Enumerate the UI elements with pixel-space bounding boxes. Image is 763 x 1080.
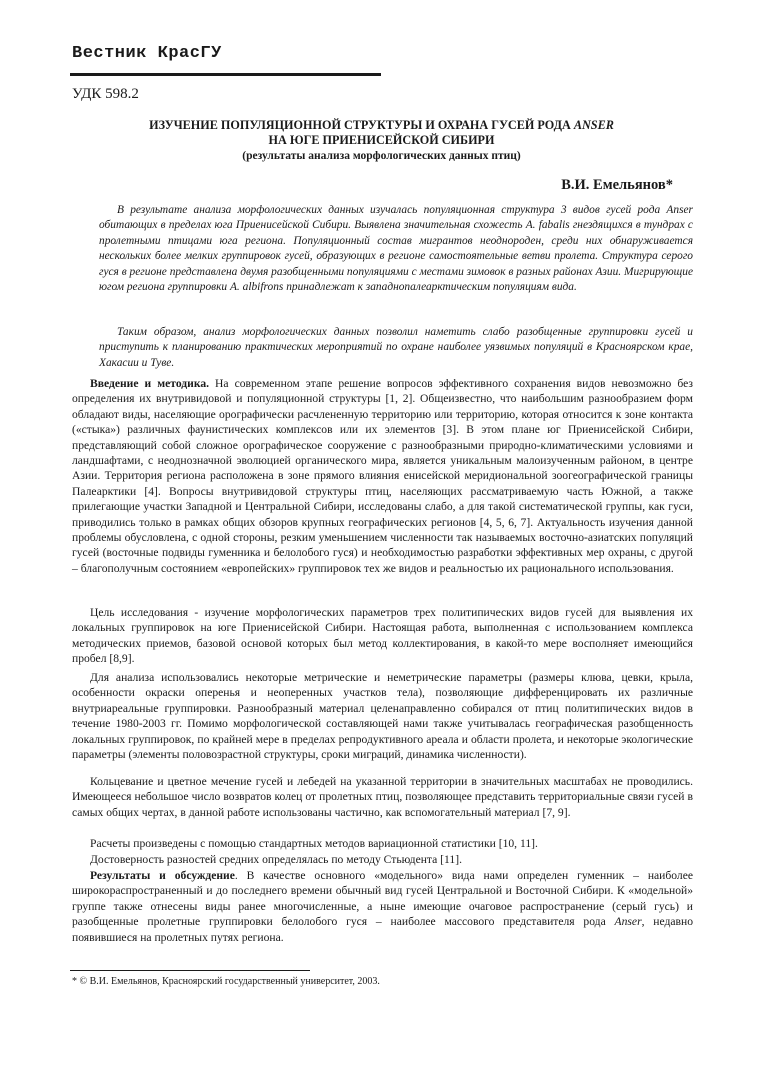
results-paragraph: Результаты и обсуждение. В качестве основного «модельного» вида нами определен гуменник – наиболее широкораспространенный и до последнего времени обычный вид гусей Центральной и Восточной Сибири. К «модельной» группе также отнесены виды ранее многочисленные, а ныне имеющие очаговое распространение (серый гусь) и разобщенные пролетные группировки белолобого гуся – наиболее массового представителя рода Anser, недавно появившиеся на пролетных путях региона. [72, 869, 694, 944]
copyright-footnote: * © В.И. Емельянов, Красноярский государственный университет, 2003. [72, 976, 380, 987]
abstract-paragraph-1: В результате анализа морфологических данных изучалась популяционная структура 3 видов гусей рода Anser обитающих в пределах юга Приенисейской Сибири. Выявлена значительная схожесть A. fabalis гнездящихся в тундрах с пролетными птицами юга региона. Популяционный состав мигрантов неоднороден, среди них обнаруживается нескольких более мелких группировок гусей, образующих в регионе самостоятельные ветви пролета. Структура серого гуся в регионе представлена двумя разобщенными популяциями с местами зимовок в разных районах Азии. Мигрирующие югом региона группировки A. albifrons принадлежат к западнопалеарктическим популяциям вида. [99, 204, 693, 294]
ringing-paragraph: Кольцевание и цветное мечение гусей и лебедей на указанной территории в значительных масштабах не проводились. Имеющееся небольшое число возвратов колец от пролетных птиц, позволяющее представить территориальные связи гусей в самых общих чертах, в данной работе использованы частично, как вспомогательный материал [7, 9]. [72, 775, 693, 819]
student-test-paragraph: Достоверность разностей средних определялась по методу Стьюдента [11]. [90, 853, 462, 866]
author-name: В.И. Емельянов* [561, 177, 673, 193]
introduction-paragraph: Введение и методика. На современном этапе решение вопросов эффективного сохранения видов невозможно без определения их внутривидовой и популяционной структуры [1, 2]. Общеизвестно, что наибольшим разнообразием форм обладают виды, населяющие орографически расчлененную территорию или территорию, которая относится к зоне контакта («стыка») различных фаунистических комплексов или их элементов [3]. В этом плане юг Приенисейской Сибири, представляющий собой сложное орографическое сооружение с разнообразными природно-климатическими условиями и ландшафтами, с неоднозначной эволюцией органического мира, является уникальным малоизученным районом, в центре Азии. Территория региона расположена в зоне прямого влияния енисейской меридиональной зоогеографической границы Палеарктики [4]. Вопросы внутривидовой структуры птиц, населяющих рассматриваемую часть Южной, а также прилегающие участки Западной и Центральной Сибири, исследованы слабо, а для такой систематической группы, как гуси, приводились только в рамках общих обзоров крупных географических регионов [4, 5, 6, 7]. Актуальность изучения данной проблемы обусловлена, с одной стороны, резким уменьшением численности так называемых восточно-азиатских популяций гусей (восточные подвиды гуменника и белолобого гуся) и необходимостью разработки эффективных мер охраны, с другой – благополучным состоянием «европейских» группировок тех же видов и реальностью их рационального использования. [72, 377, 693, 575]
udk-code: УДК 598.2 [72, 86, 139, 102]
article-title-line-2: НА ЮГЕ ПРИЕНИСЕЙСКОЙ СИБИРИ [268, 133, 495, 147]
journal-name: Вестник КрасГУ [72, 44, 222, 63]
goal-paragraph: Цель исследования - изучение морфологических параметров трех политипических видов гусей для выявления их локальных группировок на юге Приенисейской Сибири. Настоящая работа, выполненная с использованием комплекса методических приемов, базовой основой которых был метод коллектирования, в какой-то мере восполняет имеющийся пробел [8,9]. [72, 606, 693, 666]
article-subtitle: (результаты анализа морфологических данных птиц) [242, 150, 521, 162]
analysis-paragraph: Для анализа использовались некоторые метрические и неметрические параметры (размеры клюва, цевки, крыла, особенности окраски оперенья и неоперенных участков тела), позволяющие дифференцировать их различные внутриареальные группировки. Разнообразный материал целенаправленно собирался от птиц политипических видов в течение 1980-2003 гг. Помимо морфологической составляющей нами также учитывалась географическая разобщенность локальных группировок, по крайней мере в пределах репродуктивного ареала и области пролета, и некоторые экологические параметры (элементы половозрастной структуры, сроки миграций, динамика численности). [72, 671, 693, 762]
abstract-paragraph-2: Таким образом, анализ морфологических данных позволил наметить слабо разобщенные группировки гусей и приступить к планированию практических мероприятий по охране наиболее уязвимых популяций в Красноярском крае, Хакасии и Туве. [99, 326, 693, 369]
footnote-rule [70, 970, 310, 971]
article-title-line-1: ИЗУЧЕНИЕ ПОПУЛЯЦИОННОЙ СТРУКТУРЫ И ОХРАНА ГУСЕЙ РОДА ANSER [149, 118, 614, 132]
calculation-paragraph: Расчеты произведены с помощью стандартных методов вариационной статистики [10, 11]. [90, 837, 538, 850]
header-rule [70, 73, 381, 76]
